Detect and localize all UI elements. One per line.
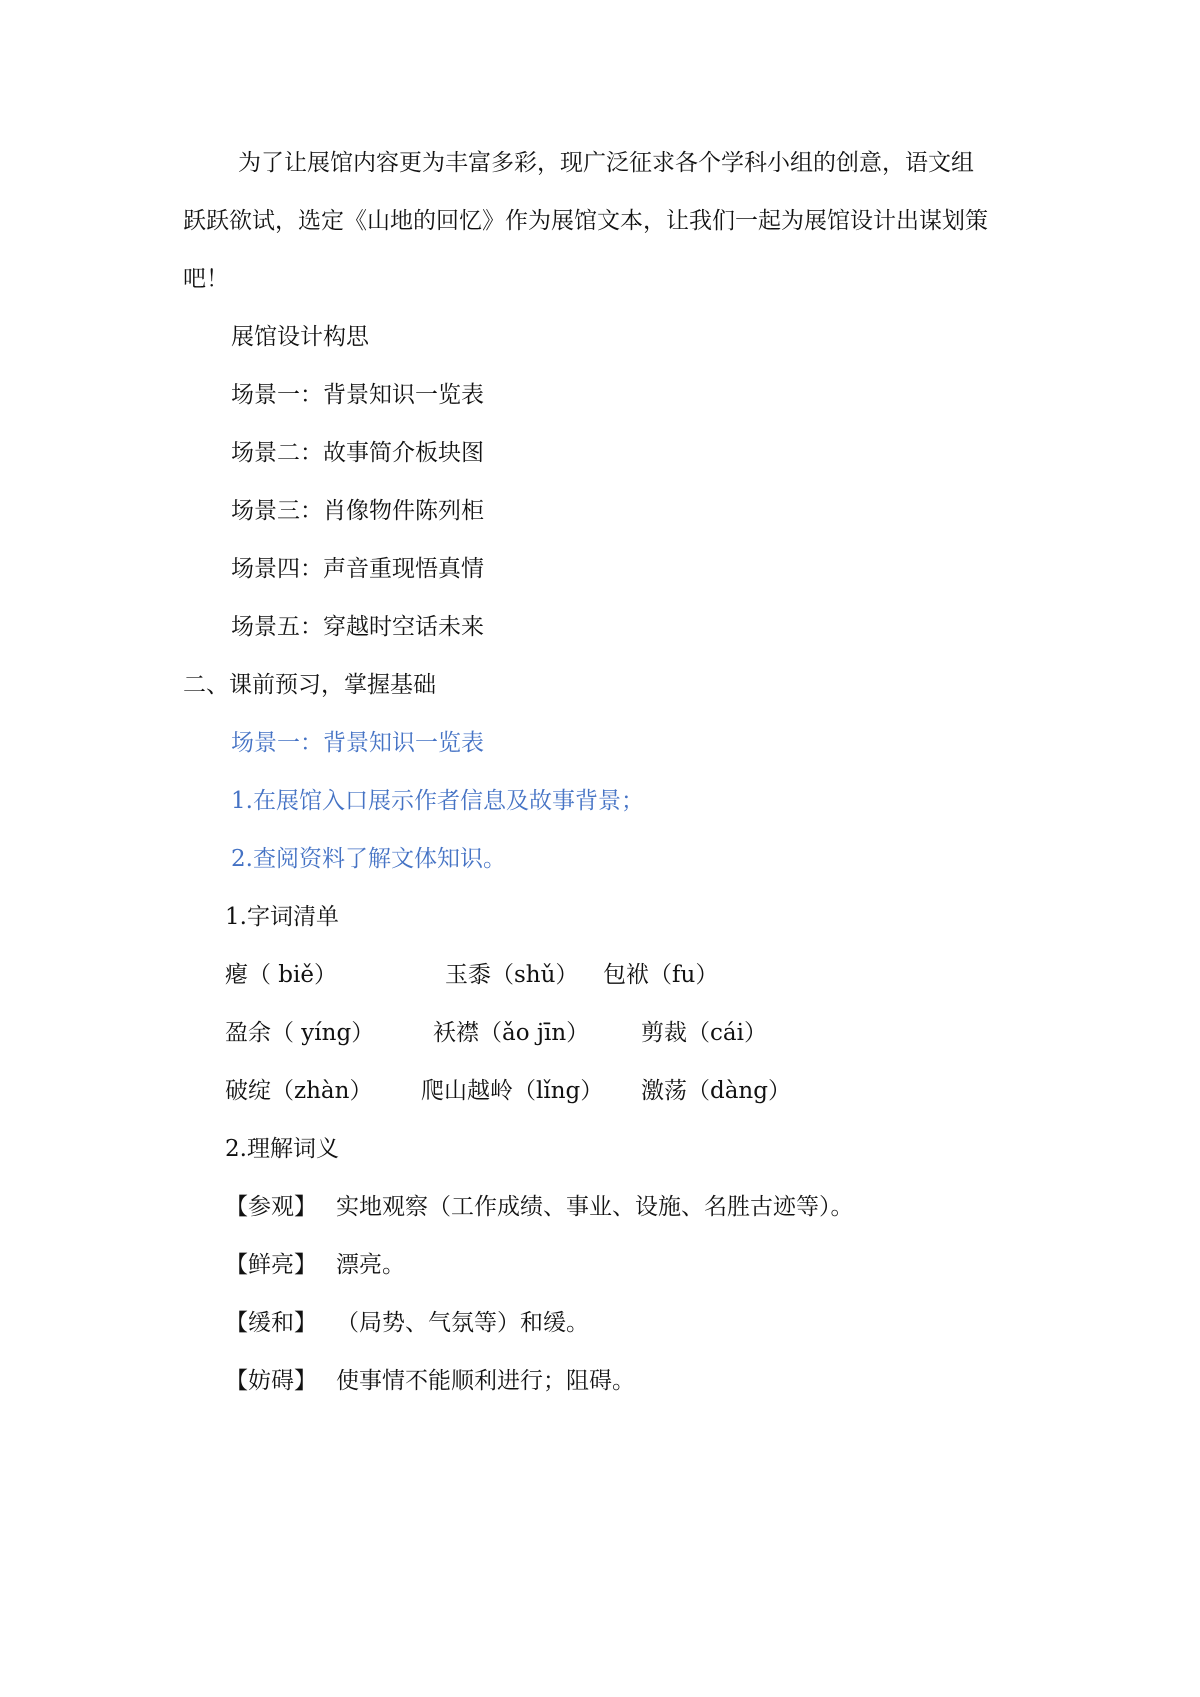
vocab-title: 1.字词清单 [225,904,339,930]
vocab-word: 瘪（ biě） [225,962,338,988]
meaning-definition: 漂亮。 [336,1252,405,1278]
task-item: 2.查阅资料了解文体知识。 [231,846,506,872]
vocab-word: 盈余（ yíng） [225,1020,375,1046]
meaning-title: 2.理解词义 [225,1136,339,1162]
scene-item: 场景三：肖像物件陈列柜 [231,498,484,524]
meaning-definition: 实地观察（工作成绩、事业、设施、名胜古迹等）。 [336,1194,854,1220]
meaning-term: 【妨碍】 [225,1368,317,1394]
scene-item: 场景一：背景知识一览表 [231,382,484,408]
vocab-word: 剪裁（cái） [641,1020,767,1046]
meaning-definition: （局势、气氛等）和缓。 [336,1310,589,1336]
vocab-word: 袄襟（ǎo jīn） [433,1020,590,1046]
intro-line-2: 跃跃欲试，选定《山地的回忆》作为展馆文本，让我们一起为展馆设计出谋划策 [183,208,988,234]
scene-item: 场景四：声音重现悟真情 [231,556,484,582]
vocab-word: 玉黍（shǔ） [445,962,579,988]
meaning-term: 【参观】 [225,1194,317,1220]
vocab-word: 爬山越岭（lǐng） [421,1078,604,1104]
vocab-word: 破绽（zhàn） [225,1078,373,1104]
meaning-term: 【鲜亮】 [225,1252,317,1278]
meaning-definition: 使事情不能顺利进行；阻碍。 [336,1368,635,1394]
task-item: 1.在展馆入口展示作者信息及故事背景； [231,788,644,814]
scene-item: 场景五：穿越时空话未来 [231,614,484,640]
vocab-word: 包袱（fu） [603,962,719,988]
meaning-term: 【缓和】 [225,1310,317,1336]
intro-line-1: 为了让展馆内容更为丰富多彩，现广泛征求各个学科小组的创意，语文组 [238,150,974,176]
section-heading: 二、课前预习，掌握基础 [183,672,436,698]
scene1-subheading: 场景一：背景知识一览表 [231,730,484,756]
intro-line-3: 吧！ [183,266,229,292]
vocab-word: 激荡（dàng） [641,1078,791,1104]
scene-item: 场景二：故事简介板块图 [231,440,484,466]
design-title: 展馆设计构思 [231,324,369,350]
